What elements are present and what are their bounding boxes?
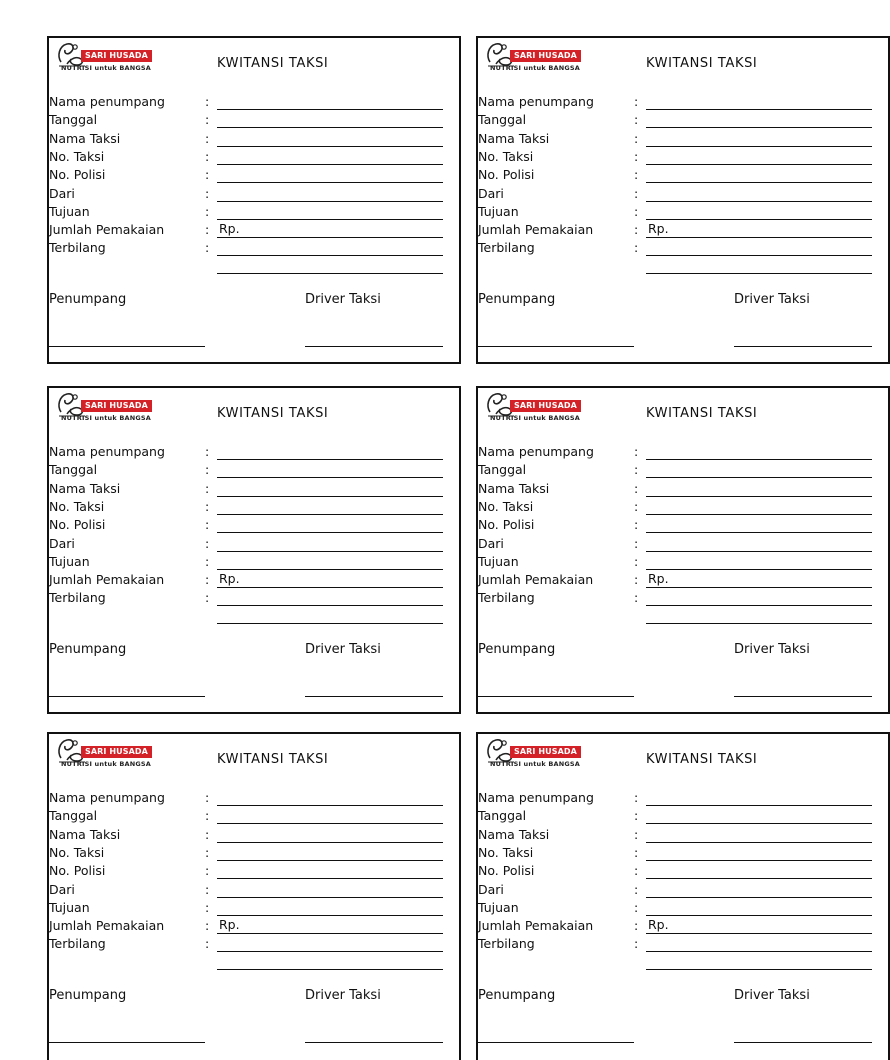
field-input-line[interactable] bbox=[646, 860, 872, 861]
field-colon: : bbox=[634, 444, 639, 459]
field-label: Tanggal bbox=[49, 112, 98, 128]
passenger-signature-label: Penumpang bbox=[478, 642, 556, 657]
field-colon: : bbox=[205, 240, 210, 256]
field-colon: : bbox=[205, 185, 210, 201]
field-label: Terbilang bbox=[49, 590, 106, 606]
field-label: Terbilang bbox=[478, 590, 535, 606]
sari-husada-logo bbox=[53, 736, 157, 772]
field-label: Jumlah Pemakaian bbox=[49, 222, 165, 238]
field-label: Terbilang bbox=[478, 240, 535, 256]
field-label: Dari bbox=[49, 185, 75, 201]
field-colon: : bbox=[205, 444, 210, 459]
field-row-tanggal bbox=[478, 462, 890, 480]
field-input-line[interactable] bbox=[646, 569, 872, 570]
field-row-terbilang bbox=[478, 936, 890, 954]
field-colon: : bbox=[634, 130, 639, 146]
field-colon: : bbox=[634, 517, 639, 533]
field-colon: : bbox=[205, 167, 210, 183]
field-input-line[interactable] bbox=[217, 109, 443, 110]
field-row-jumlah-pemakaian bbox=[49, 572, 461, 590]
field-row-nama-taksi bbox=[49, 481, 461, 499]
field-label: Terbilang bbox=[49, 240, 106, 256]
field-colon: : bbox=[205, 826, 210, 842]
driver-signature-line[interactable] bbox=[305, 696, 443, 697]
field-label: Jumlah Pemakaian bbox=[478, 222, 594, 238]
receipt-title: KWITANSI TAKSI bbox=[646, 406, 758, 421]
field-row-dari bbox=[49, 186, 461, 204]
passenger-signature-line[interactable] bbox=[49, 696, 205, 697]
field-row-no-taksi bbox=[49, 499, 461, 517]
field-input-line[interactable] bbox=[646, 109, 872, 110]
logo-tagline: NUTRISI untuk BANGSA bbox=[61, 414, 151, 422]
field-colon: : bbox=[634, 572, 639, 588]
field-input-line[interactable] bbox=[217, 459, 443, 460]
driver-signature-label: Driver Taksi bbox=[305, 292, 381, 307]
field-row-no-taksi bbox=[478, 149, 890, 167]
field-label: Tanggal bbox=[49, 808, 98, 824]
field-input-line[interactable] bbox=[646, 551, 872, 552]
field-colon: : bbox=[205, 148, 210, 164]
field-colon: : bbox=[205, 112, 210, 128]
field-label: Dari bbox=[478, 535, 504, 551]
field-colon: : bbox=[205, 899, 210, 915]
field-label: No. Taksi bbox=[478, 844, 534, 860]
field-colon: : bbox=[205, 535, 210, 551]
field-input-line[interactable] bbox=[217, 951, 443, 952]
logo-tagline: NUTRISI untuk BANGSA bbox=[490, 414, 580, 422]
field-colon: : bbox=[634, 148, 639, 164]
field-input-line[interactable] bbox=[217, 805, 443, 806]
field-row-tujuan bbox=[478, 204, 890, 222]
field-label: Jumlah Pemakaian bbox=[49, 572, 165, 588]
sari-husada-logo bbox=[482, 40, 586, 76]
field-row-terbilang bbox=[478, 240, 890, 258]
field-input-line[interactable] bbox=[646, 201, 872, 202]
field-row-tanggal bbox=[49, 112, 461, 130]
field-label: No. Taksi bbox=[49, 148, 105, 164]
field-colon: : bbox=[634, 936, 639, 952]
field-label: Nama Taksi bbox=[478, 480, 550, 496]
field-row-nama-penumpang bbox=[49, 790, 461, 808]
field-colon: : bbox=[205, 881, 210, 897]
field-label: Tujuan bbox=[478, 553, 519, 569]
field-label: Nama Taksi bbox=[49, 480, 121, 496]
field-colon: : bbox=[205, 222, 210, 238]
passenger-signature-label: Penumpang bbox=[49, 642, 127, 657]
field-row-no-taksi bbox=[49, 149, 461, 167]
field-input-line[interactable] bbox=[646, 164, 872, 165]
field-row-tujuan bbox=[478, 900, 890, 918]
field-label: Nama Taksi bbox=[478, 826, 550, 842]
field-colon: : bbox=[634, 480, 639, 496]
field-label: Tujuan bbox=[478, 899, 519, 915]
field-label: Nama Taksi bbox=[49, 130, 121, 146]
field-input-line[interactable] bbox=[217, 146, 443, 147]
field-row-nama-penumpang bbox=[478, 94, 890, 112]
field-row-nama-penumpang bbox=[49, 444, 461, 462]
driver-signature-label: Driver Taksi bbox=[734, 642, 810, 657]
field-input-line[interactable] bbox=[646, 951, 872, 952]
field-colon: : bbox=[634, 240, 639, 256]
field-row-nama-taksi bbox=[49, 827, 461, 845]
field-label: Tanggal bbox=[478, 112, 527, 128]
field-label: Nama penumpang bbox=[49, 94, 165, 109]
field-label: Tujuan bbox=[49, 203, 90, 219]
field-row-nama-taksi bbox=[478, 827, 890, 845]
field-row-no-polisi bbox=[478, 517, 890, 535]
field-colon: : bbox=[205, 863, 210, 879]
field-colon: : bbox=[634, 462, 639, 478]
field-input-line[interactable] bbox=[217, 201, 443, 202]
field-colon: : bbox=[205, 203, 210, 219]
passenger-signature-line[interactable] bbox=[49, 346, 205, 347]
field-colon: : bbox=[634, 844, 639, 860]
field-colon: : bbox=[634, 553, 639, 569]
field-label: Tanggal bbox=[478, 808, 527, 824]
field-input-line[interactable] bbox=[217, 605, 443, 606]
field-label: Jumlah Pemakaian bbox=[478, 572, 594, 588]
field-input-line[interactable] bbox=[646, 146, 872, 147]
field-input-line[interactable] bbox=[646, 897, 872, 898]
field-input-line[interactable] bbox=[646, 514, 872, 515]
field-colon: : bbox=[634, 790, 639, 805]
field-label: Dari bbox=[478, 881, 504, 897]
field-label: Nama penumpang bbox=[478, 444, 594, 459]
field-row-jumlah-pemakaian bbox=[49, 222, 461, 240]
field-colon: : bbox=[205, 844, 210, 860]
terbilang-line-2[interactable] bbox=[217, 969, 443, 970]
receipt-title: KWITANSI TAKSI bbox=[217, 406, 329, 421]
field-colon: : bbox=[205, 94, 210, 109]
driver-signature-line[interactable] bbox=[305, 1042, 443, 1043]
driver-signature-line[interactable] bbox=[305, 346, 443, 347]
driver-signature-label: Driver Taksi bbox=[305, 988, 381, 1003]
passenger-signature-label: Penumpang bbox=[478, 988, 556, 1003]
passenger-signature-line[interactable] bbox=[49, 1042, 205, 1043]
field-row-dari bbox=[49, 536, 461, 554]
logo-tagline: NUTRISI untuk BANGSA bbox=[61, 760, 151, 768]
field-label: No. Taksi bbox=[478, 498, 534, 514]
field-row-tujuan bbox=[49, 204, 461, 222]
field-colon: : bbox=[634, 826, 639, 842]
field-row-nama-penumpang bbox=[478, 790, 890, 808]
field-label: Tujuan bbox=[49, 553, 90, 569]
field-colon: : bbox=[634, 222, 639, 238]
taxi-receipt bbox=[476, 732, 890, 1060]
driver-signature-label: Driver Taksi bbox=[305, 642, 381, 657]
sari-husada-logo bbox=[53, 40, 157, 76]
field-label: Tujuan bbox=[478, 203, 519, 219]
field-row-no-taksi bbox=[478, 499, 890, 517]
field-label: No. Polisi bbox=[49, 863, 106, 879]
field-colon: : bbox=[205, 918, 210, 934]
field-input-line[interactable] bbox=[217, 127, 443, 128]
field-label: No. Polisi bbox=[478, 863, 535, 879]
field-input-line[interactable] bbox=[646, 605, 872, 606]
passenger-signature-line[interactable] bbox=[478, 346, 634, 347]
field-row-no-taksi bbox=[49, 845, 461, 863]
passenger-signature-label: Penumpang bbox=[478, 292, 556, 307]
sari-husada-logo bbox=[482, 736, 586, 772]
currency-prefix: Rp. bbox=[648, 221, 669, 237]
field-label: Tujuan bbox=[49, 899, 90, 915]
field-label: No. Taksi bbox=[49, 844, 105, 860]
driver-signature-label: Driver Taksi bbox=[734, 988, 810, 1003]
field-row-no-polisi bbox=[49, 517, 461, 535]
receipt-title: KWITANSI TAKSI bbox=[217, 752, 329, 767]
logo-brand-name: SARI HUSADA bbox=[81, 50, 152, 62]
field-row-no-polisi bbox=[478, 167, 890, 185]
field-label: Nama penumpang bbox=[478, 94, 594, 109]
field-label: No. Taksi bbox=[49, 498, 105, 514]
logo-tagline: NUTRISI untuk BANGSA bbox=[61, 64, 151, 72]
field-colon: : bbox=[205, 498, 210, 514]
field-row-tujuan bbox=[49, 554, 461, 572]
field-label: Jumlah Pemakaian bbox=[49, 918, 165, 934]
field-input-line[interactable] bbox=[646, 477, 872, 478]
logo-brand-name: SARI HUSADA bbox=[510, 400, 581, 412]
field-label: Jumlah Pemakaian bbox=[478, 918, 594, 934]
field-input-line[interactable] bbox=[646, 933, 872, 934]
receipt-title: KWITANSI TAKSI bbox=[646, 752, 758, 767]
field-input-line[interactable] bbox=[217, 551, 443, 552]
field-row-tanggal bbox=[49, 808, 461, 826]
field-input-line[interactable] bbox=[217, 842, 443, 843]
field-label: Nama Taksi bbox=[478, 130, 550, 146]
field-row-no-polisi bbox=[49, 863, 461, 881]
field-row-no-taksi bbox=[478, 845, 890, 863]
field-colon: : bbox=[205, 462, 210, 478]
driver-signature-line[interactable] bbox=[734, 1042, 872, 1043]
field-row-dari bbox=[49, 882, 461, 900]
taxi-receipt bbox=[476, 36, 890, 364]
field-row-dari bbox=[478, 186, 890, 204]
field-input-line[interactable] bbox=[217, 933, 443, 934]
field-input-line[interactable] bbox=[217, 532, 443, 533]
logo-brand-name: SARI HUSADA bbox=[81, 400, 152, 412]
field-colon: : bbox=[205, 790, 210, 805]
field-row-nama-taksi bbox=[478, 481, 890, 499]
field-colon: : bbox=[634, 94, 639, 109]
driver-signature-line[interactable] bbox=[734, 696, 872, 697]
field-row-jumlah-pemakaian bbox=[478, 572, 890, 590]
field-input-line[interactable] bbox=[217, 514, 443, 515]
taxi-receipt bbox=[47, 732, 461, 1060]
field-row-dari bbox=[478, 882, 890, 900]
field-colon: : bbox=[205, 553, 210, 569]
receipt-title: KWITANSI TAKSI bbox=[646, 56, 758, 71]
field-row-terbilang bbox=[49, 936, 461, 954]
terbilang-line-2[interactable] bbox=[646, 273, 872, 274]
field-colon: : bbox=[634, 590, 639, 606]
field-input-line[interactable] bbox=[217, 823, 443, 824]
sari-husada-logo bbox=[482, 390, 586, 426]
field-row-nama-taksi bbox=[478, 131, 890, 149]
logo-tagline: NUTRISI untuk BANGSA bbox=[490, 760, 580, 768]
field-input-line[interactable] bbox=[646, 587, 872, 588]
field-input-line[interactable] bbox=[646, 237, 872, 238]
field-label: Nama penumpang bbox=[49, 444, 165, 459]
logo-brand-name: SARI HUSADA bbox=[81, 746, 152, 758]
field-input-line[interactable] bbox=[217, 255, 443, 256]
field-row-jumlah-pemakaian bbox=[49, 918, 461, 936]
field-colon: : bbox=[205, 480, 210, 496]
field-colon: : bbox=[634, 918, 639, 934]
passenger-signature-label: Penumpang bbox=[49, 292, 127, 307]
field-input-line[interactable] bbox=[217, 182, 443, 183]
field-colon: : bbox=[634, 881, 639, 897]
field-input-line[interactable] bbox=[217, 237, 443, 238]
field-input-line[interactable] bbox=[646, 823, 872, 824]
passenger-signature-line[interactable] bbox=[478, 696, 634, 697]
field-input-line[interactable] bbox=[646, 496, 872, 497]
field-input-line[interactable] bbox=[646, 127, 872, 128]
field-row-no-polisi bbox=[49, 167, 461, 185]
logo-tagline: NUTRISI untuk BANGSA bbox=[490, 64, 580, 72]
field-label: No. Taksi bbox=[478, 148, 534, 164]
field-input-line[interactable] bbox=[217, 496, 443, 497]
field-input-line[interactable] bbox=[217, 587, 443, 588]
field-label: Dari bbox=[478, 185, 504, 201]
currency-prefix: Rp. bbox=[219, 221, 240, 237]
field-row-dari bbox=[478, 536, 890, 554]
field-label: No. Polisi bbox=[49, 517, 106, 533]
field-colon: : bbox=[205, 517, 210, 533]
field-row-nama-penumpang bbox=[478, 444, 890, 462]
terbilang-line-2[interactable] bbox=[217, 273, 443, 274]
field-input-line[interactable] bbox=[646, 532, 872, 533]
passenger-signature-line[interactable] bbox=[478, 1042, 634, 1043]
terbilang-line-2[interactable] bbox=[646, 623, 872, 624]
field-colon: : bbox=[634, 203, 639, 219]
field-row-nama-penumpang bbox=[49, 94, 461, 112]
passenger-signature-label: Penumpang bbox=[49, 988, 127, 1003]
terbilang-line-2[interactable] bbox=[646, 969, 872, 970]
field-row-no-polisi bbox=[478, 863, 890, 881]
field-colon: : bbox=[205, 808, 210, 824]
field-row-terbilang bbox=[49, 240, 461, 258]
field-input-line[interactable] bbox=[217, 569, 443, 570]
logo-brand-name: SARI HUSADA bbox=[510, 50, 581, 62]
terbilang-line-2[interactable] bbox=[217, 623, 443, 624]
field-label: Dari bbox=[49, 535, 75, 551]
field-row-jumlah-pemakaian bbox=[478, 222, 890, 240]
field-input-line[interactable] bbox=[646, 878, 872, 879]
field-input-line[interactable] bbox=[646, 219, 872, 220]
field-colon: : bbox=[634, 808, 639, 824]
currency-prefix: Rp. bbox=[648, 571, 669, 587]
field-colon: : bbox=[205, 590, 210, 606]
logo-brand-name: SARI HUSADA bbox=[510, 746, 581, 758]
field-label: Dari bbox=[49, 881, 75, 897]
field-input-line[interactable] bbox=[217, 878, 443, 879]
field-label: Tanggal bbox=[49, 462, 98, 478]
field-input-line[interactable] bbox=[217, 219, 443, 220]
field-input-line[interactable] bbox=[217, 915, 443, 916]
taxi-receipt bbox=[47, 386, 461, 714]
field-label: No. Polisi bbox=[49, 167, 106, 183]
currency-prefix: Rp. bbox=[219, 571, 240, 587]
field-row-tanggal bbox=[49, 462, 461, 480]
currency-prefix: Rp. bbox=[648, 917, 669, 933]
taxi-receipt bbox=[47, 36, 461, 364]
field-colon: : bbox=[205, 936, 210, 952]
driver-signature-line[interactable] bbox=[734, 346, 872, 347]
field-row-terbilang bbox=[49, 590, 461, 608]
receipt-title: KWITANSI TAKSI bbox=[217, 56, 329, 71]
field-label: Terbilang bbox=[49, 936, 106, 952]
field-input-line[interactable] bbox=[646, 182, 872, 183]
field-colon: : bbox=[634, 185, 639, 201]
field-row-tujuan bbox=[49, 900, 461, 918]
field-colon: : bbox=[205, 130, 210, 146]
taxi-receipt bbox=[476, 386, 890, 714]
field-input-line[interactable] bbox=[646, 805, 872, 806]
field-label: Tanggal bbox=[478, 462, 527, 478]
field-colon: : bbox=[634, 167, 639, 183]
field-input-line[interactable] bbox=[646, 842, 872, 843]
field-colon: : bbox=[205, 572, 210, 588]
field-row-nama-taksi bbox=[49, 131, 461, 149]
field-label: Nama penumpang bbox=[49, 790, 165, 805]
field-input-line[interactable] bbox=[217, 860, 443, 861]
field-row-tanggal bbox=[478, 808, 890, 826]
field-row-terbilang bbox=[478, 590, 890, 608]
driver-signature-label: Driver Taksi bbox=[734, 292, 810, 307]
field-label: No. Polisi bbox=[478, 167, 535, 183]
field-label: Terbilang bbox=[478, 936, 535, 952]
field-label: No. Polisi bbox=[478, 517, 535, 533]
field-row-tujuan bbox=[478, 554, 890, 572]
field-input-line[interactable] bbox=[217, 477, 443, 478]
field-colon: : bbox=[634, 535, 639, 551]
field-row-tanggal bbox=[478, 112, 890, 130]
field-input-line[interactable] bbox=[217, 897, 443, 898]
field-input-line[interactable] bbox=[646, 459, 872, 460]
currency-prefix: Rp. bbox=[219, 917, 240, 933]
field-colon: : bbox=[634, 112, 639, 128]
field-colon: : bbox=[634, 498, 639, 514]
field-label: Nama Taksi bbox=[49, 826, 121, 842]
field-row-jumlah-pemakaian bbox=[478, 918, 890, 936]
field-colon: : bbox=[634, 899, 639, 915]
field-input-line[interactable] bbox=[646, 255, 872, 256]
field-label: Nama penumpang bbox=[478, 790, 594, 805]
sari-husada-logo bbox=[53, 390, 157, 426]
field-input-line[interactable] bbox=[646, 915, 872, 916]
field-input-line[interactable] bbox=[217, 164, 443, 165]
field-colon: : bbox=[634, 863, 639, 879]
